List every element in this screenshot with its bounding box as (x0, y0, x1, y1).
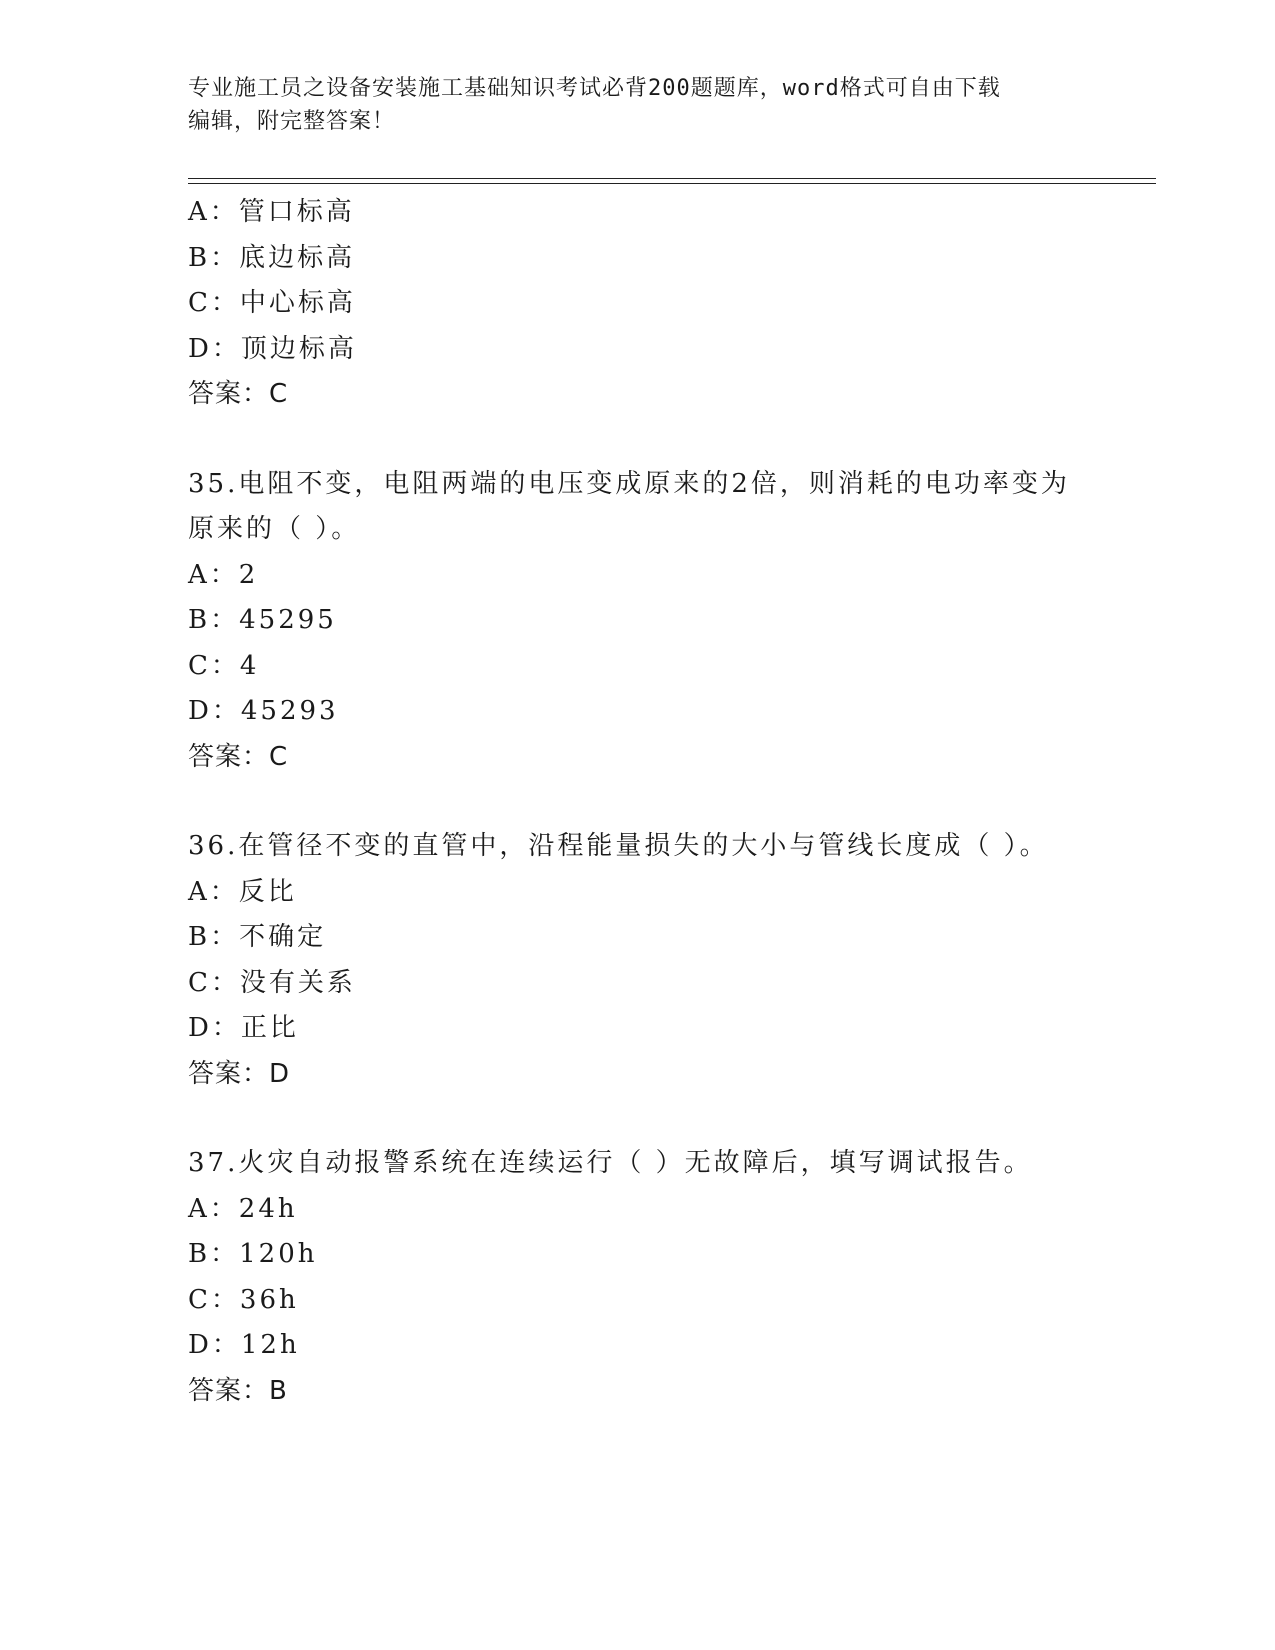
option-b: B：不确定 (188, 922, 327, 952)
answer: 答案：B (188, 1375, 288, 1406)
option-d: D：45293 (188, 696, 339, 726)
option-d: D：12h (188, 1330, 300, 1360)
header-line-1: 专业施工员之设备安装施工基础知识考试必背200题题库，word格式可自由下载 (188, 76, 1001, 101)
question-35 (188, 462, 1088, 781)
option-b: B：120h (188, 1239, 318, 1269)
option-b: B：底边标高 (188, 242, 356, 273)
question-37 (188, 1141, 1088, 1414)
option-b: B：45295 (188, 605, 337, 635)
partial-question (188, 190, 1088, 418)
option-d: D：顶边标高 (188, 333, 357, 364)
option-c: C：36h (188, 1284, 299, 1315)
question-list (188, 190, 1088, 1414)
option-a: A：24h (188, 1193, 298, 1224)
option-c: C：没有关系 (188, 967, 356, 998)
header-line-2: 编辑，附完整答案！ (188, 109, 396, 134)
answer: 答案：D (188, 1058, 291, 1089)
header-divider-top (188, 178, 1156, 179)
question-title: 37.火灾自动报警系统在连续运行（ ）无故障后，填写调试报告。 (188, 1148, 1033, 1178)
answer: 答案：C (188, 741, 289, 772)
question-title: 36.在管径不变的直管中，沿程能量损失的大小与管线长度成（ ）。 (188, 831, 1049, 861)
question-title: 35.电阻不变，电阻两端的电压变成原来的2倍，则消耗的电功率变为 (188, 468, 1070, 499)
option-a: A：管口标高 (188, 197, 355, 227)
option-c: C：4 (188, 650, 260, 681)
document-header (188, 72, 1088, 138)
answer: 答案：C (188, 379, 289, 409)
option-a: A：2 (188, 559, 259, 590)
option-a: A：反比 (188, 876, 297, 907)
option-c: C：中心标高 (188, 288, 356, 318)
question-36 (188, 824, 1088, 1097)
question-title-cont: 原来的（ ）。 (188, 514, 361, 544)
option-d: D：正比 (188, 1013, 299, 1043)
header-divider-bottom (188, 183, 1156, 184)
